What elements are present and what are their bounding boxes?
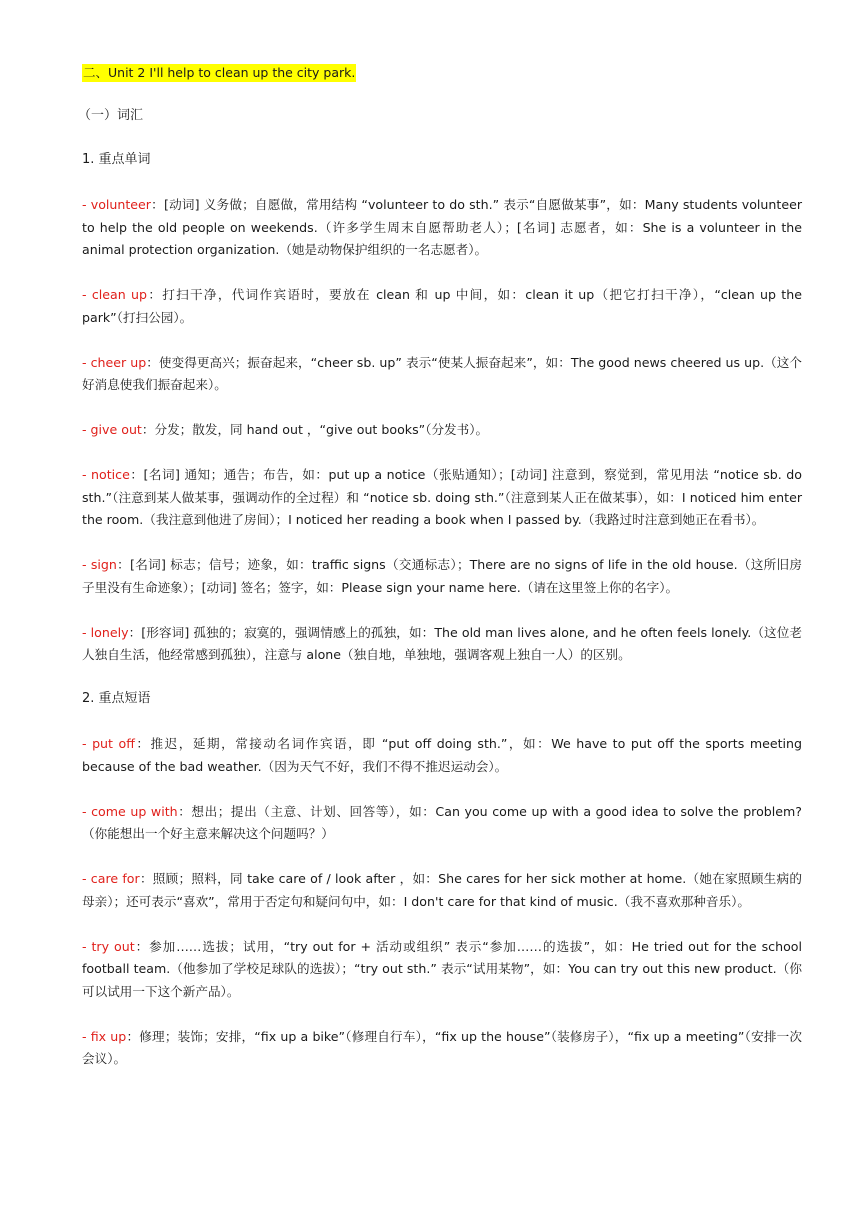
section-title: 二、Unit 2 I'll help to clean up the city park. (83, 65, 356, 80)
word-entry-clean-up (82, 284, 802, 329)
definition: ：[名词] 标志；信号；迹象，如：traffic signs（交通标志）；There are no signs of life in the old house.（这所旧房子里没有生命迹象）；[动词] 签名；签字，如：Please sign your name here.（请在这里签上你的名字）。 (82, 557, 802, 595)
key-phrases-heading: 2. 重点短语 (82, 691, 151, 706)
phrase-entry-put-off (82, 733, 802, 778)
term: - care for (82, 871, 140, 886)
definition: ：[形容词] 孤独的；寂寞的，强调情感上的孤独，如：The old man lives alone, and he often feels lonely.（这位老人独自生活，他经常感到孤独），注意与 alone（独自地，单独地，强调客观上独自一人）的区别。 (82, 624, 803, 662)
term: - notice (82, 467, 130, 482)
term: - give out (82, 422, 142, 437)
definition: ：想出；提出（主意、计划、回答等），如：Can you come up with a good idea to solve the problem?（你能想出一个好主意来解决这个问题吗？） (82, 803, 802, 841)
definition: ：打扫干净，代词作宾语时，要放在 clean 和 up 中间，如：clean it up（把它打扫干净），“clean up the park”（打扫公园）。 (82, 287, 802, 325)
term: - fix up (82, 1028, 127, 1044)
term: - sign (82, 557, 117, 572)
definition: ：使变得更高兴；振奋起来，“cheer sb. up” 表示“使某人振奋起来”，如：The good news cheered us up.（这个好消息使我们振奋起来）。 (82, 354, 803, 392)
key-words-heading: 1. 重点单词 (82, 152, 151, 167)
definition: ：分发；散发，同 hand out ，“give out books”（分发书）。 (141, 422, 489, 437)
word-entry-sign (82, 554, 802, 599)
term: - lonely (82, 624, 129, 640)
term: - clean up (82, 287, 148, 302)
term: - volunteer (82, 197, 151, 212)
vocab-heading: （一）词汇 (78, 108, 144, 123)
word-entry-lonely (82, 622, 802, 667)
phrase-entry-come-up-with (82, 801, 802, 846)
document-page (78, 62, 803, 1093)
word-entry-volunteer (82, 194, 802, 262)
definition: ：参加……选拔；试用，“try out for + 活动或组织” 表示“参加……的选拔”，如：He tried out for the school football team.（他参加了学校足球队的选拔）；“try out sth.” 表示“试用某物”，如：You can try out this new product.（你可以试用一下这个新产品）。 (82, 938, 802, 999)
term: - try out (82, 938, 135, 954)
phrase-entry-care-for (82, 868, 802, 913)
definition: ：修理；装饰；安排，“fix up a bike”（修理自行车），“fix up the house”（装修房子），“fix up a meeting”（安排一次会议）。 (82, 1028, 802, 1066)
definition: ：照顾；照料，同 take care of / look after ，如：She cares for her sick mother at home.（她在家照顾生病的母亲）；还可表示“喜欢”，常用于否定句和疑问句中，如：I don't care for that kind of music.（我不喜欢那种音乐）。 (82, 871, 802, 909)
term: - come up with (82, 803, 178, 819)
definition: ：[名词] 通知；通告；布告，如：put up a notice（张贴通知）；[动词] 注意到，察觉到，常见用法 “notice sb. do sth.”（注意到某人做某事，强调动作的全过程）和 “notice sb. doing sth.”（注意到某人正在做某事），如：I noticed him enter the room.（我注意到他进了房间）；I noticed her reading a book when I passed by.（我路过时注意到她正在看书）。 (82, 467, 802, 527)
word-entry-give-out (82, 419, 802, 442)
term: - cheer up (82, 354, 147, 370)
word-entry-cheer-up (82, 352, 802, 397)
term: - put off (82, 736, 135, 751)
phrase-entry-try-out (82, 936, 802, 1004)
phrase-entry-fix-up (82, 1026, 802, 1071)
word-entry-notice (82, 464, 802, 532)
definition: ：推迟，延期，常接动名词作宾语，即 “put off doing sth.”，如：We have to put off the sports meeting because of the bad weather.（因为天气不好，我们不得不推迟运动会）。 (82, 736, 802, 774)
definition: ：[动词] 义务做；自愿做，常用结构 “volunteer to do sth.” 表示“自愿做某事”，如：Many students volunteer to help the old people on weekends.（许多学生周末自愿帮助老人）；[名词] 志愿者，如：She is a volunteer in the animal protection organization.（她是动物保护组织的一名志愿者）。 (82, 197, 803, 257)
